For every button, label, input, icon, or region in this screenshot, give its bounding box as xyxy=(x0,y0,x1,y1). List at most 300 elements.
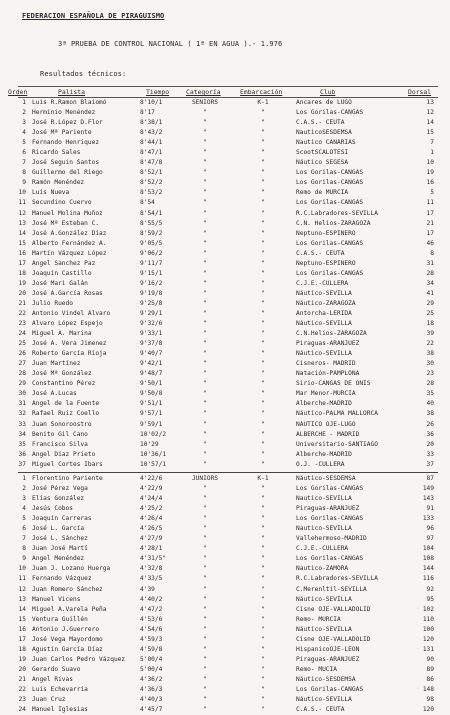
table-row xyxy=(0,514,450,524)
cell-dorsal: 17 xyxy=(426,209,434,217)
cell-tiempo: 9'33/1 xyxy=(140,330,163,338)
cell-club: Náutico-SEVILLA xyxy=(296,289,352,297)
cell-dorsal: 18 xyxy=(426,320,434,328)
cell-tiempo: 4'36/3 xyxy=(140,685,163,693)
cell-orden: 4 xyxy=(22,129,26,137)
cell-dorsal: 143 xyxy=(422,495,434,503)
table-row xyxy=(0,198,450,208)
cell-palista: José A.Lucas xyxy=(32,390,77,398)
cell-palista: Guillermo del Riego xyxy=(32,169,103,177)
cell-palista: Manuel Molina Muñoz xyxy=(32,209,103,217)
table-row xyxy=(0,605,450,615)
cell-categoria: " xyxy=(203,370,207,378)
table-row xyxy=(0,188,450,198)
cell-club: Los Gorilas-CANGAS xyxy=(296,199,364,207)
table-row xyxy=(0,450,450,460)
cell-tiempo: 4'59/8 xyxy=(140,645,163,653)
cell-palista: Gerardo Suavo xyxy=(32,665,81,673)
cell-dorsal: 14 xyxy=(426,119,434,127)
cell-club: C.A.S.- CEUTA xyxy=(296,119,345,127)
cell-club: Náutico SEGESA xyxy=(296,159,349,167)
cell-categoria: " xyxy=(203,505,207,513)
cell-palista: Miguel Cortes Ibars xyxy=(32,460,103,468)
col-palista: Palista xyxy=(58,88,85,96)
table-row xyxy=(0,148,450,158)
cell-categoria: " xyxy=(203,109,207,117)
cell-embarcacion: " xyxy=(261,555,265,563)
cell-orden: 3 xyxy=(22,119,26,127)
cell-dorsal: 16 xyxy=(426,179,434,187)
cell-categoria: " xyxy=(203,119,207,127)
cell-categoria: " xyxy=(203,229,207,237)
cell-tiempo: 8'47/1 xyxy=(140,149,163,157)
cell-palista: Joaquín Carreras xyxy=(32,515,92,523)
cell-palista: Luis R.Ramon Blaiomó xyxy=(32,99,107,106)
cell-club: Piraguas-ARANJUEZ xyxy=(296,655,360,663)
cell-embarcacion: " xyxy=(261,320,265,328)
cell-club: Náutico-SEVILLA xyxy=(296,696,352,704)
cell-palista: Ramón Menéndez xyxy=(32,179,85,187)
cell-categoria: " xyxy=(203,515,207,523)
cell-embarcacion: " xyxy=(261,430,265,438)
cell-dorsal: 11 xyxy=(426,199,434,207)
cell-embarcacion: " xyxy=(261,269,265,277)
cell-tiempo: 5'00/4 xyxy=(140,655,163,663)
cell-dorsal: 31 xyxy=(426,259,434,267)
cell-orden: 3 xyxy=(22,495,26,503)
cell-club: Mar Menor-MURCIA xyxy=(296,390,356,398)
cell-palista: Benito Gil Cano xyxy=(32,430,88,438)
cell-club: Náutico-SESDEMSA xyxy=(296,675,356,683)
col-tiempo: Tiempo xyxy=(146,88,170,96)
table-row xyxy=(0,98,450,108)
cell-club: Los Gorilas-CANGAS xyxy=(296,485,364,493)
cell-embarcacion: " xyxy=(261,706,265,714)
cell-categoria: " xyxy=(203,209,207,217)
cell-tiempo: 9'37/8 xyxy=(140,340,163,348)
cell-embarcacion: " xyxy=(261,535,265,543)
cell-club: Nautico-ZAMORA xyxy=(296,565,349,573)
cell-embarcacion: K-1 xyxy=(257,99,269,106)
juniors-results-table xyxy=(0,474,450,715)
cell-palista: Luis Echevarría xyxy=(32,685,88,693)
cell-categoria: " xyxy=(203,340,207,348)
cell-club: Los Gorilas-CANGAS xyxy=(296,685,364,693)
cell-embarcacion: " xyxy=(261,585,265,593)
table-row xyxy=(0,309,450,319)
cell-tiempo: 9'19/8 xyxy=(140,289,163,297)
cell-embarcacion: " xyxy=(261,595,265,603)
cell-embarcacion: " xyxy=(261,179,265,187)
cell-tiempo: 9'57/1 xyxy=(140,410,163,418)
cell-embarcacion: " xyxy=(261,665,265,673)
cell-palista: Angel de la Fuente xyxy=(32,400,100,408)
cell-palista: José Vega Mayordomo xyxy=(32,635,103,643)
cell-embarcacion: " xyxy=(261,249,265,257)
cell-categoria: " xyxy=(203,645,207,653)
cell-orden: 11 xyxy=(18,575,26,583)
cell-club: Ancares de LUGO xyxy=(296,99,352,106)
cell-dorsal: 100 xyxy=(422,625,434,633)
cell-club: Náutico-SEVILLA xyxy=(296,595,352,603)
table-row xyxy=(0,544,450,554)
cell-club: Los Gorilas-CANGAS xyxy=(296,109,364,117)
cell-categoria: " xyxy=(203,159,207,167)
cell-club: Los Gorilas-CANGAS xyxy=(296,179,364,187)
cell-categoria: " xyxy=(203,179,207,187)
cell-tiempo: 4'33/5 xyxy=(140,575,163,583)
table-row xyxy=(0,369,450,379)
cell-categoria: " xyxy=(203,380,207,388)
cell-tiempo: 4'26/5 xyxy=(140,525,163,533)
cell-palista: Constantino Pérez xyxy=(32,380,96,388)
cell-categoria: " xyxy=(203,249,207,257)
cell-dorsal: 96 xyxy=(426,525,434,533)
cell-categoria: " xyxy=(203,219,207,227)
cell-dorsal: 35 xyxy=(426,390,434,398)
cell-categoria: " xyxy=(203,595,207,603)
cell-embarcacion: " xyxy=(261,370,265,378)
cell-orden: 37 xyxy=(18,460,26,468)
table-row xyxy=(0,249,450,259)
cell-dorsal: 120 xyxy=(422,706,434,714)
cell-palista: Juan Cruz xyxy=(32,696,66,704)
cell-club: Alberche-MADRID xyxy=(296,450,352,458)
cell-club: R.C.Labradores-SEVILLA xyxy=(296,575,378,583)
cell-palista: José R.López D.Flor xyxy=(32,119,103,127)
cell-orden: 8 xyxy=(22,169,26,177)
table-row xyxy=(0,379,450,389)
cell-embarcacion: " xyxy=(261,440,265,448)
cell-orden: 23 xyxy=(18,696,26,704)
cell-categoria: " xyxy=(203,675,207,683)
cell-dorsal: 91 xyxy=(426,505,434,513)
table-row xyxy=(0,595,450,605)
cell-embarcacion: " xyxy=(261,299,265,307)
table-row xyxy=(0,484,450,494)
cell-orden: 32 xyxy=(18,410,26,418)
cell-tiempo: 9'48/7 xyxy=(140,370,163,378)
cell-dorsal: 97 xyxy=(426,535,434,543)
cell-orden: 6 xyxy=(22,525,26,533)
cell-orden: 21 xyxy=(18,299,26,307)
cell-tiempo: 4'22/6 xyxy=(140,475,163,482)
cell-tiempo: 9'51/1 xyxy=(140,400,163,408)
cell-dorsal: 15 xyxy=(426,129,434,137)
cell-palista: Angel Díaz Prieto xyxy=(32,450,96,458)
cell-embarcacion: " xyxy=(261,169,265,177)
cell-orden: 4 xyxy=(22,505,26,513)
cell-dorsal: 38 xyxy=(426,410,434,418)
cell-embarcacion: " xyxy=(261,330,265,338)
cell-club: C.J.E.-CULLERA xyxy=(296,545,349,553)
cell-embarcacion: " xyxy=(261,615,265,623)
cell-categoria: " xyxy=(203,525,207,533)
results-heading: Resultados técnicos: xyxy=(40,70,127,78)
cell-tiempo: 8'52/2 xyxy=(140,179,163,187)
cell-orden: 9 xyxy=(22,555,26,563)
cell-orden: 12 xyxy=(18,209,26,217)
table-row xyxy=(0,504,450,514)
cell-palista: Fernando Henriquez xyxy=(32,139,100,147)
cell-club: Remo de MURCIA xyxy=(296,189,349,197)
cell-club: Los Gorilas-CANGAS xyxy=(296,269,364,277)
cell-categoria: " xyxy=(203,350,207,358)
section-separator xyxy=(18,472,438,473)
cell-dorsal: 25 xyxy=(426,309,434,317)
cell-categoria: " xyxy=(203,495,207,503)
cell-embarcacion: " xyxy=(261,129,265,137)
cell-tiempo: 9'16/2 xyxy=(140,279,163,287)
cell-orden: 9 xyxy=(22,179,26,187)
cell-categoria: " xyxy=(203,299,207,307)
cell-categoria: " xyxy=(203,259,207,267)
cell-tiempo: 8'38/1 xyxy=(140,119,163,127)
cell-dorsal: 33 xyxy=(426,450,434,458)
cell-orden: 29 xyxy=(18,380,26,388)
cell-tiempo: 4'28/1 xyxy=(140,545,163,553)
cell-tiempo: 9'29/1 xyxy=(140,309,163,317)
table-row xyxy=(0,269,450,279)
cell-orden: 20 xyxy=(18,665,26,673)
cell-club: Cisne OJE-VALLADOLID xyxy=(296,605,371,613)
table-row xyxy=(0,705,450,715)
table-row xyxy=(0,460,450,470)
table-row xyxy=(0,420,450,430)
cell-orden: 21 xyxy=(18,675,26,683)
cell-dorsal: 7 xyxy=(430,139,434,147)
cell-categoria: " xyxy=(203,665,207,673)
cell-palista: Herminio Menéndez xyxy=(32,109,96,117)
cell-club: NauticoSESDEMSA xyxy=(296,129,352,137)
cell-tiempo: 8'47/8 xyxy=(140,159,163,167)
federation-title: FEDERACION ESPAÑOLA DE PIRAGUISMO xyxy=(22,12,165,20)
cell-categoria: " xyxy=(203,625,207,633)
cell-orden: 14 xyxy=(18,605,26,613)
cell-palista: Juan Martínez xyxy=(32,360,81,368)
cell-palista: Juan Sonoroostro xyxy=(32,420,92,428)
cell-orden: 36 xyxy=(18,450,26,458)
cell-palista: Alvaro López Espejo xyxy=(32,320,103,328)
table-row xyxy=(0,494,450,504)
cell-tiempo: 4'53/6 xyxy=(140,615,163,623)
table-row xyxy=(0,524,450,534)
cell-categoria: " xyxy=(203,390,207,398)
cell-palista: José Pérez Vega xyxy=(32,485,88,493)
cell-orden: 6 xyxy=(22,149,26,157)
cell-embarcacion: " xyxy=(261,655,265,663)
cell-palista: Juan Carlos Pedro Vázquez xyxy=(32,655,126,663)
cell-palista: José L. García xyxy=(32,525,85,533)
table-row xyxy=(0,409,450,419)
cell-orden: 17 xyxy=(18,259,26,267)
cell-dorsal: 98 xyxy=(426,696,434,704)
cell-embarcacion: " xyxy=(261,605,265,613)
cell-orden: 10 xyxy=(18,565,26,573)
cell-categoria: " xyxy=(203,189,207,197)
table-row xyxy=(0,329,450,339)
cell-club: Náutico-PALMA MALLORCA xyxy=(296,410,378,418)
cell-palista: Ventura Guillén xyxy=(32,615,88,623)
cell-categoria: " xyxy=(203,706,207,714)
cell-dorsal: 37 xyxy=(426,460,434,468)
cell-dorsal: 34 xyxy=(426,279,434,287)
cell-embarcacion: K-1 xyxy=(257,475,269,482)
cell-tiempo: 9'15/1 xyxy=(140,269,163,277)
table-row xyxy=(0,645,450,655)
table-row xyxy=(0,128,450,138)
cell-embarcacion: " xyxy=(261,545,265,553)
cell-embarcacion: " xyxy=(261,410,265,418)
cell-club: Los Gorilas-CANGAS xyxy=(296,239,364,247)
cell-categoria: " xyxy=(203,605,207,613)
cell-tiempo: 4'22/9 xyxy=(140,485,163,493)
cell-dorsal: 40 xyxy=(426,400,434,408)
cell-dorsal: 144 xyxy=(422,565,434,573)
cell-embarcacion: " xyxy=(261,139,265,147)
cell-dorsal: 8 xyxy=(430,249,434,257)
table-row xyxy=(0,239,450,249)
cell-palista: Luis Nueva xyxy=(32,189,70,197)
cell-tiempo: 10'36/1 xyxy=(140,450,167,458)
cell-categoria: " xyxy=(203,430,207,438)
cell-club: Náutico-ZARAGOZA xyxy=(296,299,356,307)
cell-dorsal: 38 xyxy=(426,350,434,358)
table-row xyxy=(0,209,450,219)
cell-palista: Alberto Fernández A. xyxy=(32,239,107,247)
cell-orden: 22 xyxy=(18,685,26,693)
cell-embarcacion: " xyxy=(261,485,265,493)
cell-club: Vallehermoso-MADRID xyxy=(296,535,367,543)
cell-dorsal: 26 xyxy=(426,420,434,428)
cell-categoria: " xyxy=(203,450,207,458)
cell-dorsal: 28 xyxy=(426,269,434,277)
cell-categoria: SENIORS xyxy=(191,99,219,106)
cell-dorsal: 13 xyxy=(426,99,434,106)
cell-palista: José Mari Galán xyxy=(32,279,88,287)
cell-palista: Rafael Ruiz Coello xyxy=(32,410,100,418)
cell-orden: 34 xyxy=(18,430,26,438)
cell-orden: 31 xyxy=(18,400,26,408)
cell-palista: José Mª Esteban C. xyxy=(32,219,100,227)
cell-categoria: " xyxy=(203,615,207,623)
cell-palista: José A.García Rosas xyxy=(32,289,103,297)
cell-categoria: " xyxy=(203,239,207,247)
cell-dorsal: 108 xyxy=(422,555,434,563)
cell-embarcacion: " xyxy=(261,685,265,693)
cell-tiempo: 8'54/1 xyxy=(140,209,163,217)
cell-dorsal: 23 xyxy=(426,370,434,378)
cell-club: Nautico-SEVILLA xyxy=(296,525,352,533)
cell-orden: 8 xyxy=(22,545,26,553)
cell-club: Nautico-SEVILLA xyxy=(296,495,352,503)
cell-categoria: " xyxy=(203,460,207,468)
cell-orden: 15 xyxy=(18,615,26,623)
cell-palista: Julio Ruedo xyxy=(32,299,73,307)
cell-orden: 7 xyxy=(22,159,26,167)
cell-orden: 20 xyxy=(18,289,26,297)
cell-club: HispanicoOJE-LEON xyxy=(296,645,360,653)
cell-categoria: " xyxy=(203,565,207,573)
table-row xyxy=(0,399,450,409)
cell-orden: 15 xyxy=(18,239,26,247)
table-row xyxy=(0,259,450,269)
cell-tiempo: 9'06/2 xyxy=(140,249,163,257)
cell-dorsal: 17 xyxy=(426,229,434,237)
cell-dorsal: 149 xyxy=(422,485,434,493)
cell-palista: Francisco Silva xyxy=(32,440,88,448)
cell-dorsal: 22 xyxy=(426,340,434,348)
cell-orden: 26 xyxy=(18,350,26,358)
table-row xyxy=(0,158,450,168)
event-subtitle: 3ª PRUEBA DE CONTROL NACIONAL ( 1ª EN AGUA ).- 1.976 xyxy=(58,40,283,48)
cell-orden: 30 xyxy=(18,390,26,398)
cell-palista: Angel Menéndez xyxy=(32,555,85,563)
cell-tiempo: 9'40/7 xyxy=(140,350,163,358)
cell-categoria: " xyxy=(203,149,207,157)
cell-tiempo: 8'54 xyxy=(140,199,155,207)
cell-embarcacion: " xyxy=(261,505,265,513)
cell-embarcacion: " xyxy=(261,400,265,408)
cell-embarcacion: " xyxy=(261,575,265,583)
cell-embarcacion: " xyxy=(261,109,265,117)
cell-tiempo: 4'47/2 xyxy=(140,605,163,613)
cell-categoria: " xyxy=(203,169,207,177)
cell-tiempo: 4'39 xyxy=(140,585,155,593)
cell-categoria: " xyxy=(203,485,207,493)
cell-categoria: " xyxy=(203,545,207,553)
col-orden: Orden xyxy=(8,88,28,96)
cell-orden: 7 xyxy=(22,535,26,543)
cell-orden: 35 xyxy=(18,440,26,448)
cell-tiempo: 9'42/1 xyxy=(140,360,163,368)
cell-palista: José A.González Díaz xyxy=(32,229,107,237)
cell-palista: Juan José Martí xyxy=(32,545,88,553)
cell-embarcacion: " xyxy=(261,565,265,573)
cell-tiempo: 9'25/8 xyxy=(140,299,163,307)
cell-tiempo: 9'32/6 xyxy=(140,320,163,328)
cell-club: C.N.Helios-ZARAGOZA xyxy=(296,330,367,338)
cell-embarcacion: " xyxy=(261,635,265,643)
cell-club: Cisneros- MADRID xyxy=(296,360,356,368)
cell-embarcacion: " xyxy=(261,675,265,683)
cell-palista: Juan J. Lozano Huerga xyxy=(32,565,111,573)
cell-palista: Antonio J.Guerrero xyxy=(32,625,100,633)
cell-categoria: " xyxy=(203,129,207,137)
cell-embarcacion: " xyxy=(261,625,265,633)
cell-palista: Angel Sanchez Paz xyxy=(32,259,96,267)
table-row xyxy=(0,168,450,178)
cell-orden: 16 xyxy=(18,625,26,633)
cell-tiempo: 8'44/1 xyxy=(140,139,163,147)
cell-club: Nautico CANARIAS xyxy=(296,139,356,147)
cell-embarcacion: " xyxy=(261,360,265,368)
cell-palista: Secundino Cuervo xyxy=(32,199,92,207)
cell-palista: Roberto García Rioja xyxy=(32,350,107,358)
cell-dorsal: 39 xyxy=(426,330,434,338)
cell-dorsal: 36 xyxy=(426,430,434,438)
table-row xyxy=(0,349,450,359)
cell-orden: 27 xyxy=(18,360,26,368)
cell-dorsal: 102 xyxy=(422,605,434,613)
table-row xyxy=(0,108,450,118)
cell-tiempo: 9'11/7 xyxy=(140,259,163,267)
cell-club: C.A.S.- CEUTA xyxy=(296,249,345,257)
cell-tiempo: 9'50/8 xyxy=(140,390,163,398)
cell-club: Náutico-SESDEMSA xyxy=(296,475,356,482)
cell-orden: 25 xyxy=(18,340,26,348)
cell-tiempo: 4'24/4 xyxy=(140,495,163,503)
